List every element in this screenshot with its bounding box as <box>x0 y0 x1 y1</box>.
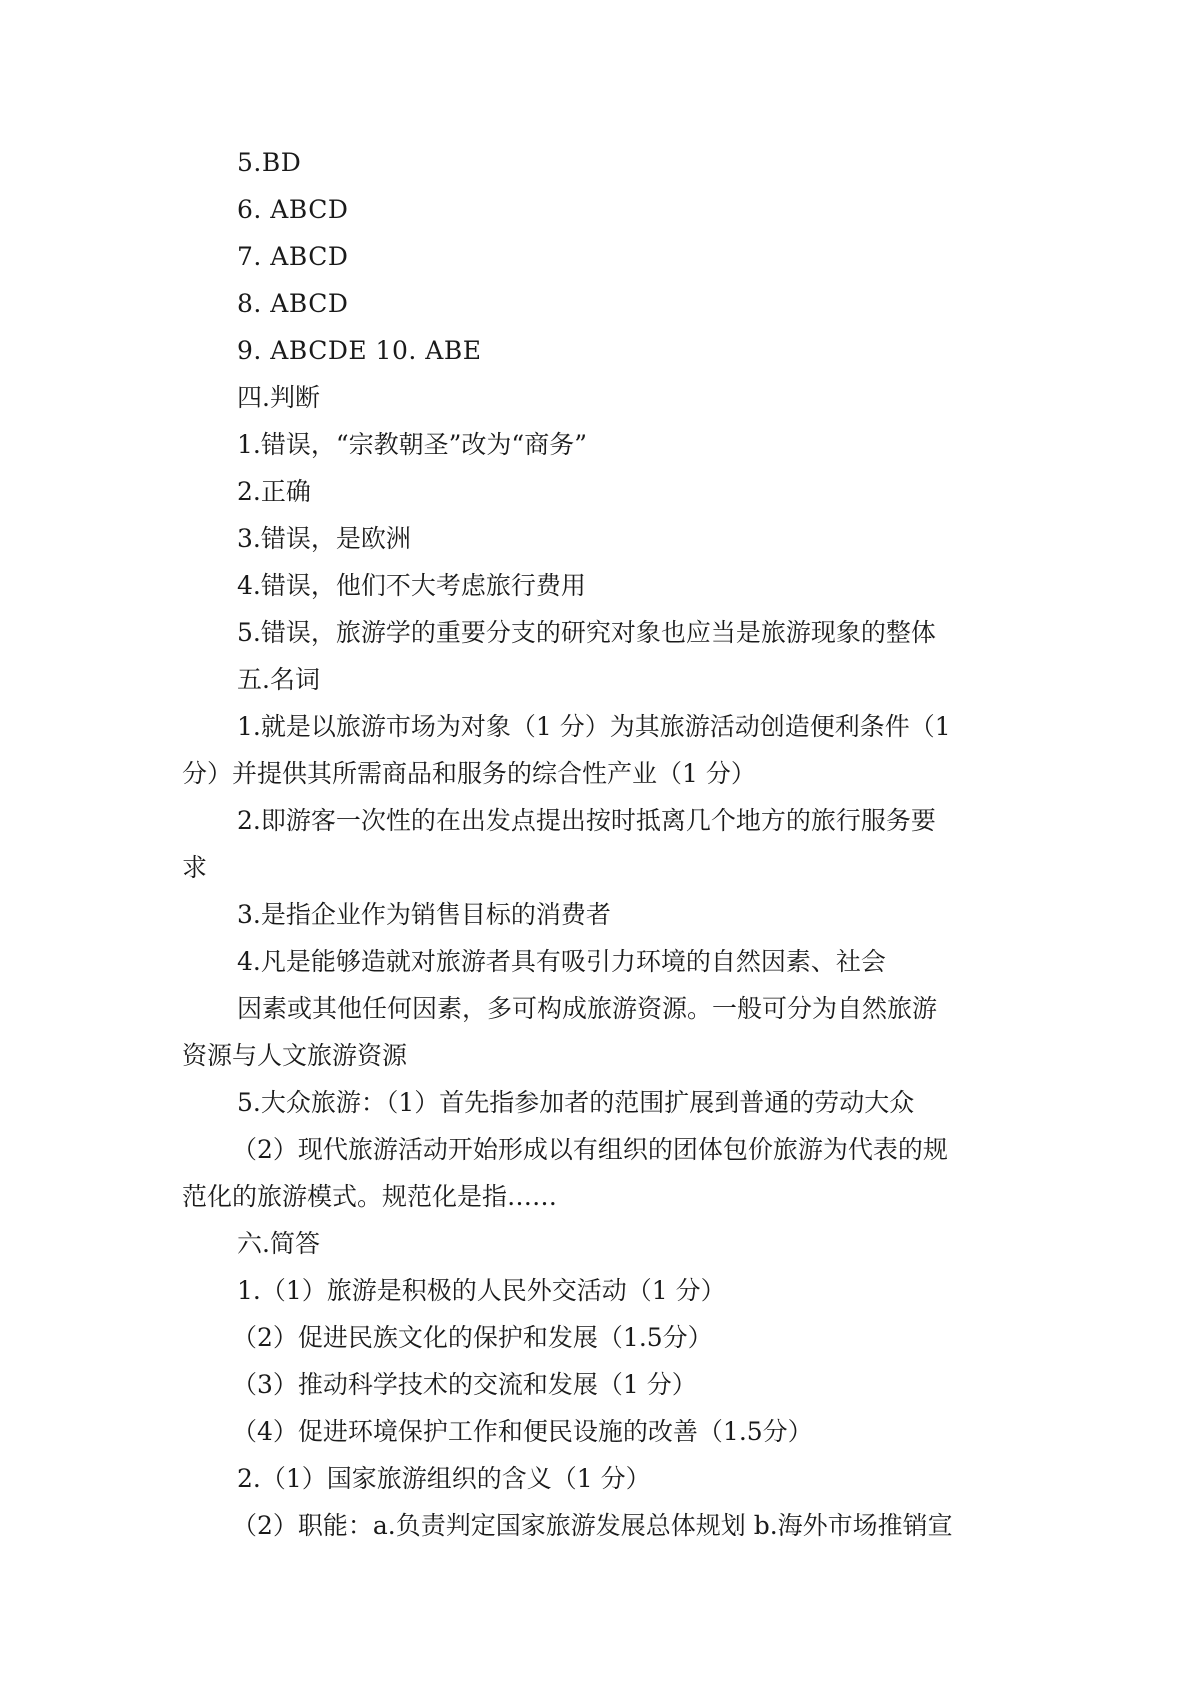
short-answer-1-point-2: （2）促进民族文化的保护和发展（1.5分） <box>232 1323 713 1352</box>
term-answer-2-line-2: 求 <box>182 853 208 882</box>
term-answer-5-line-3: 范化的旅游模式。规范化是指…… <box>182 1182 558 1211</box>
term-answer-4-line-2: 因素或其他任何因素，多可构成旅游资源。一般可分为自然旅游 <box>237 994 938 1023</box>
section-heading-judgment: 四.判断 <box>237 383 320 412</box>
term-answer-4-line-3: 资源与人文旅游资源 <box>182 1041 408 1070</box>
judgment-answer-4: 4.错误，他们不大考虑旅行费用 <box>237 571 586 600</box>
mc-answer-5: 5.BD <box>237 148 302 177</box>
judgment-answer-2: 2.正确 <box>237 477 311 506</box>
mc-answer-7: 7. ABCD <box>237 242 349 271</box>
judgment-answer-3: 3.错误，是欧洲 <box>237 524 411 553</box>
short-answer-1-point-1: 1.（1）旅游是积极的人民外交活动（1 分） <box>237 1276 726 1305</box>
answer-key-text <box>182 139 1012 1549</box>
short-answer-1-point-3: （3）推动科学技术的交流和发展（1 分） <box>232 1370 697 1399</box>
mc-answer-9-10: 9. ABCDE 10. ABE <box>237 336 482 365</box>
section-heading-short-answer: 六.简答 <box>237 1229 320 1258</box>
judgment-answer-5: 5.错误，旅游学的重要分支的研究对象也应当是旅游现象的整体 <box>237 618 936 647</box>
term-answer-1-line-1: 1.就是以旅游市场为对象（1 分）为其旅游活动创造便利条件（1 <box>237 712 951 741</box>
judgment-answer-1: 1.错误，“宗教朝圣”改为“商务” <box>237 430 587 459</box>
short-answer-2-point-2: （2）职能：a.负责判定国家旅游发展总体规划 b.海外市场推销宣 <box>232 1511 953 1540</box>
mc-answer-8: 8. ABCD <box>237 289 349 318</box>
term-answer-2-line-1: 2.即游客一次性的在出发点提出按时抵离几个地方的旅行服务要 <box>237 806 936 835</box>
term-answer-4-line-1: 4.凡是能够造就对旅游者具有吸引力环境的自然因素、社会 <box>237 947 886 976</box>
term-answer-1-line-2: 分）并提供其所需商品和服务的综合性产业（1 分） <box>182 759 756 788</box>
term-answer-5-line-2: （2）现代旅游活动开始形成以有组织的团体包价旅游为代表的规 <box>232 1135 948 1164</box>
term-answer-3: 3.是指企业作为销售目标的消费者 <box>237 900 611 929</box>
section-heading-terms: 五.名词 <box>237 665 320 694</box>
term-answer-5-line-1: 5.大众旅游：（1）首先指参加者的范围扩展到普通的劳动大众 <box>237 1088 915 1117</box>
short-answer-1-point-4: （4）促进环境保护工作和便民设施的改善（1.5分） <box>232 1417 813 1446</box>
short-answer-2-point-1: 2.（1）国家旅游组织的含义（1 分） <box>237 1464 651 1493</box>
mc-answer-6: 6. ABCD <box>237 195 349 224</box>
